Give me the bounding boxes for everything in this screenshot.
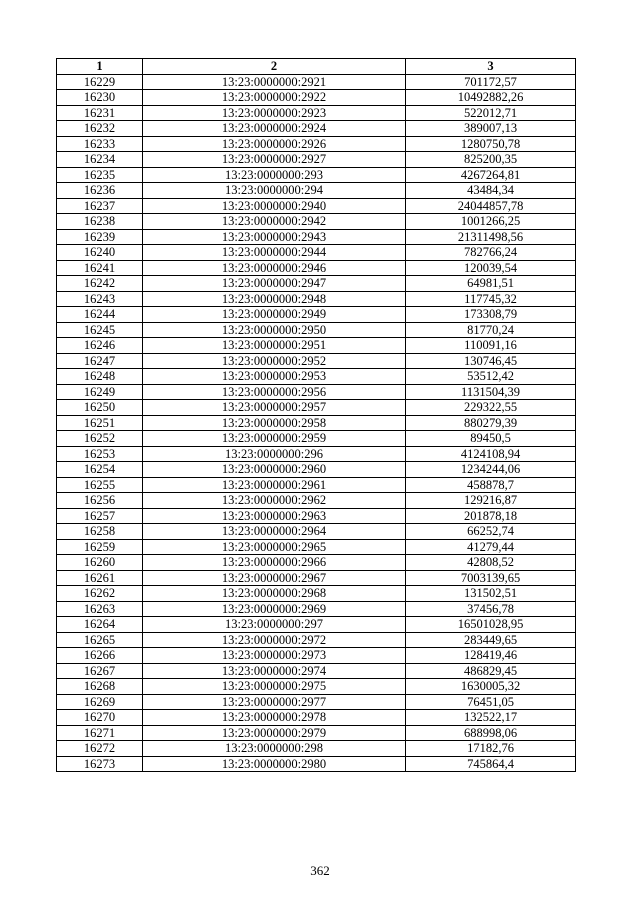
table-row (57, 400, 576, 416)
table-row (57, 663, 576, 679)
cadastral-number-cell: 13:23:0000000:2979 (143, 725, 406, 741)
value-cell: 129216,87 (406, 493, 576, 509)
cadastral-number-cell: 13:23:0000000:2978 (143, 710, 406, 726)
cadastral-number-cell: 13:23:0000000:2962 (143, 493, 406, 509)
value-cell: 21311498,56 (406, 229, 576, 245)
row-number-cell: 16249 (57, 384, 143, 400)
value-cell: 1001266,25 (406, 214, 576, 230)
table-row (57, 214, 576, 230)
value-cell: 130746,45 (406, 353, 576, 369)
row-number-cell: 16248 (57, 369, 143, 385)
data-table (56, 58, 576, 772)
cadastral-number-cell: 13:23:0000000:2946 (143, 260, 406, 276)
table-row (57, 555, 576, 571)
table-row (57, 136, 576, 152)
row-number-cell: 16245 (57, 322, 143, 338)
row-number-cell: 16250 (57, 400, 143, 416)
cadastral-number-cell: 13:23:0000000:2956 (143, 384, 406, 400)
cadastral-number-cell: 13:23:0000000:2972 (143, 632, 406, 648)
value-cell: 110091,16 (406, 338, 576, 354)
table-row (57, 617, 576, 633)
row-number-cell: 16246 (57, 338, 143, 354)
table-row (57, 539, 576, 555)
table-row (57, 710, 576, 726)
value-cell: 522012,71 (406, 105, 576, 121)
value-cell: 41279,44 (406, 539, 576, 555)
table-row (57, 229, 576, 245)
row-number-cell: 16273 (57, 756, 143, 772)
row-number-cell: 16239 (57, 229, 143, 245)
cadastral-number-cell: 13:23:0000000:2973 (143, 648, 406, 664)
value-cell: 825200,35 (406, 152, 576, 168)
table-row (57, 152, 576, 168)
row-number-cell: 16258 (57, 524, 143, 540)
cadastral-number-cell: 13:23:0000000:2953 (143, 369, 406, 385)
table-row (57, 198, 576, 214)
table-row (57, 183, 576, 199)
table-row (57, 121, 576, 137)
value-cell: 132522,17 (406, 710, 576, 726)
column-header-3: 3 (406, 59, 576, 75)
cadastral-number-cell: 13:23:0000000:2964 (143, 524, 406, 540)
value-cell: 66252,74 (406, 524, 576, 540)
cadastral-number-cell: 13:23:0000000:294 (143, 183, 406, 199)
table-row (57, 260, 576, 276)
cadastral-number-cell: 13:23:0000000:2947 (143, 276, 406, 292)
cadastral-number-cell: 13:23:0000000:2948 (143, 291, 406, 307)
cadastral-number-cell: 13:23:0000000:2958 (143, 415, 406, 431)
row-number-cell: 16271 (57, 725, 143, 741)
row-number-cell: 16241 (57, 260, 143, 276)
row-number-cell: 16232 (57, 121, 143, 137)
cadastral-number-cell: 13:23:0000000:2949 (143, 307, 406, 323)
cadastral-number-cell: 13:23:0000000:297 (143, 617, 406, 633)
row-number-cell: 16267 (57, 663, 143, 679)
table-row (57, 648, 576, 664)
table-row (57, 462, 576, 478)
cadastral-number-cell: 13:23:0000000:296 (143, 446, 406, 462)
row-number-cell: 16247 (57, 353, 143, 369)
table-row (57, 632, 576, 648)
row-number-cell: 16251 (57, 415, 143, 431)
cadastral-number-cell: 13:23:0000000:293 (143, 167, 406, 183)
value-cell: 24044857,78 (406, 198, 576, 214)
table-row (57, 508, 576, 524)
table-row (57, 586, 576, 602)
value-cell: 486829,45 (406, 663, 576, 679)
table-row (57, 307, 576, 323)
value-cell: 10492882,26 (406, 90, 576, 106)
row-number-cell: 16257 (57, 508, 143, 524)
value-cell: 128419,46 (406, 648, 576, 664)
value-cell: 17182,76 (406, 741, 576, 757)
value-cell: 43484,34 (406, 183, 576, 199)
table-row (57, 105, 576, 121)
cadastral-number-cell: 13:23:0000000:2967 (143, 570, 406, 586)
row-number-cell: 16252 (57, 431, 143, 447)
value-cell: 283449,65 (406, 632, 576, 648)
cadastral-number-cell: 13:23:0000000:2952 (143, 353, 406, 369)
value-cell: 37456,78 (406, 601, 576, 617)
row-number-cell: 16264 (57, 617, 143, 633)
table-row (57, 756, 576, 772)
table-row (57, 276, 576, 292)
value-cell: 76451,05 (406, 694, 576, 710)
table-row (57, 694, 576, 710)
row-number-cell: 16269 (57, 694, 143, 710)
row-number-cell: 16262 (57, 586, 143, 602)
cadastral-number-cell: 13:23:0000000:298 (143, 741, 406, 757)
row-number-cell: 16253 (57, 446, 143, 462)
row-number-cell: 16231 (57, 105, 143, 121)
row-number-cell: 16244 (57, 307, 143, 323)
cadastral-number-cell: 13:23:0000000:2959 (143, 431, 406, 447)
row-number-cell: 16260 (57, 555, 143, 571)
table-row (57, 477, 576, 493)
row-number-cell: 16236 (57, 183, 143, 199)
table-row (57, 291, 576, 307)
cadastral-number-cell: 13:23:0000000:2942 (143, 214, 406, 230)
value-cell: 1234244,06 (406, 462, 576, 478)
value-cell: 688998,06 (406, 725, 576, 741)
column-header-2: 2 (143, 59, 406, 75)
value-cell: 4124108,94 (406, 446, 576, 462)
cadastral-number-cell: 13:23:0000000:2969 (143, 601, 406, 617)
value-cell: 1280750,78 (406, 136, 576, 152)
table-row (57, 353, 576, 369)
table-row (57, 415, 576, 431)
row-number-cell: 16230 (57, 90, 143, 106)
table-row (57, 74, 576, 90)
value-cell: 64981,51 (406, 276, 576, 292)
cadastral-number-cell: 13:23:0000000:2922 (143, 90, 406, 106)
value-cell: 745864,4 (406, 756, 576, 772)
table-row (57, 679, 576, 695)
table-row (57, 245, 576, 261)
table-row (57, 322, 576, 338)
cadastral-number-cell: 13:23:0000000:2974 (143, 663, 406, 679)
value-cell: 16501028,95 (406, 617, 576, 633)
value-cell: 120039,54 (406, 260, 576, 276)
table-row (57, 369, 576, 385)
row-number-cell: 16268 (57, 679, 143, 695)
table-row (57, 446, 576, 462)
cadastral-number-cell: 13:23:0000000:2940 (143, 198, 406, 214)
cadastral-number-cell: 13:23:0000000:2951 (143, 338, 406, 354)
value-cell: 53512,42 (406, 369, 576, 385)
page-number: 362 (310, 863, 330, 878)
value-cell: 229322,55 (406, 400, 576, 416)
table-row (57, 338, 576, 354)
header-row (57, 59, 576, 75)
cadastral-number-cell: 13:23:0000000:2963 (143, 508, 406, 524)
value-cell: 7003139,65 (406, 570, 576, 586)
row-number-cell: 16229 (57, 74, 143, 90)
value-cell: 701172,57 (406, 74, 576, 90)
cadastral-number-cell: 13:23:0000000:2961 (143, 477, 406, 493)
value-cell: 458878,7 (406, 477, 576, 493)
table-row (57, 493, 576, 509)
value-cell: 173308,79 (406, 307, 576, 323)
row-number-cell: 16242 (57, 276, 143, 292)
value-cell: 117745,32 (406, 291, 576, 307)
table-header (57, 59, 576, 75)
cadastral-number-cell: 13:23:0000000:2968 (143, 586, 406, 602)
cadastral-number-cell: 13:23:0000000:2980 (143, 756, 406, 772)
cadastral-number-cell: 13:23:0000000:2965 (143, 539, 406, 555)
value-cell: 201878,18 (406, 508, 576, 524)
row-number-cell: 16265 (57, 632, 143, 648)
cadastral-number-cell: 13:23:0000000:2923 (143, 105, 406, 121)
cadastral-number-cell: 13:23:0000000:2926 (143, 136, 406, 152)
row-number-cell: 16238 (57, 214, 143, 230)
row-number-cell: 16254 (57, 462, 143, 478)
cadastral-number-cell: 13:23:0000000:2966 (143, 555, 406, 571)
row-number-cell: 16233 (57, 136, 143, 152)
value-cell: 42808,52 (406, 555, 576, 571)
row-number-cell: 16243 (57, 291, 143, 307)
cadastral-number-cell: 13:23:0000000:2957 (143, 400, 406, 416)
table-row (57, 384, 576, 400)
cadastral-number-cell: 13:23:0000000:2975 (143, 679, 406, 695)
table-row (57, 524, 576, 540)
table-row (57, 570, 576, 586)
value-cell: 131502,51 (406, 586, 576, 602)
value-cell: 782766,24 (406, 245, 576, 261)
row-number-cell: 16266 (57, 648, 143, 664)
cadastral-number-cell: 13:23:0000000:2921 (143, 74, 406, 90)
value-cell: 880279,39 (406, 415, 576, 431)
table-row (57, 167, 576, 183)
cadastral-number-cell: 13:23:0000000:2944 (143, 245, 406, 261)
row-number-cell: 16255 (57, 477, 143, 493)
table-row (57, 90, 576, 106)
table-row (57, 601, 576, 617)
table-row (57, 741, 576, 757)
value-cell: 89450,5 (406, 431, 576, 447)
row-number-cell: 16270 (57, 710, 143, 726)
column-header-1: 1 (57, 59, 143, 75)
cadastral-number-cell: 13:23:0000000:2924 (143, 121, 406, 137)
cadastral-number-cell: 13:23:0000000:2960 (143, 462, 406, 478)
table-row (57, 725, 576, 741)
row-number-cell: 16261 (57, 570, 143, 586)
table-row (57, 431, 576, 447)
table-body (57, 74, 576, 772)
value-cell: 1630005,32 (406, 679, 576, 695)
row-number-cell: 16259 (57, 539, 143, 555)
cadastral-number-cell: 13:23:0000000:2977 (143, 694, 406, 710)
row-number-cell: 16256 (57, 493, 143, 509)
value-cell: 4267264,81 (406, 167, 576, 183)
value-cell: 81770,24 (406, 322, 576, 338)
row-number-cell: 16272 (57, 741, 143, 757)
row-number-cell: 16240 (57, 245, 143, 261)
cadastral-number-cell: 13:23:0000000:2927 (143, 152, 406, 168)
value-cell: 389007,13 (406, 121, 576, 137)
row-number-cell: 16235 (57, 167, 143, 183)
row-number-cell: 16237 (57, 198, 143, 214)
row-number-cell: 16234 (57, 152, 143, 168)
cadastral-number-cell: 13:23:0000000:2950 (143, 322, 406, 338)
cadastral-number-cell: 13:23:0000000:2943 (143, 229, 406, 245)
value-cell: 1131504,39 (406, 384, 576, 400)
row-number-cell: 16263 (57, 601, 143, 617)
